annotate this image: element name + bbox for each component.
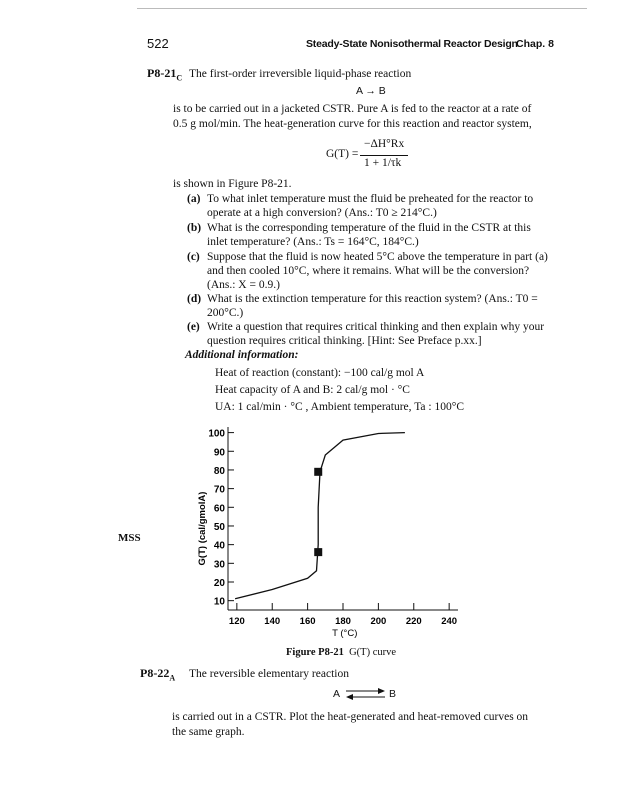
part-text-line: operate at a high conversion? (Ans.: T0 ≥ 214°C.) — [207, 207, 437, 219]
part-text-line: Suppose that the fluid is now heated 5°C above the temperature in part (a) — [207, 251, 548, 263]
figure-reference: is shown in Figure P8-21. — [173, 178, 292, 190]
additional-info-2: Heat capacity of A and B: 2 cal/g mol · °C — [215, 384, 410, 396]
problem-id-21: $P8-21_C$ — [147, 66, 183, 83]
y-tick-label: 20 — [213, 577, 225, 589]
problem-21-line2: 0.5 g mol/min. The heat-generation curve for this reaction and reactor system, — [173, 118, 532, 130]
part-label: (b) — [187, 222, 202, 234]
problem-id-22: $P8-22_A$ — [140, 666, 176, 683]
x-tick-label: 220 — [405, 616, 422, 627]
part-label: (a) — [187, 193, 201, 205]
y-tick-label: 30 — [213, 559, 225, 571]
margin-note: MSS — [118, 532, 141, 544]
y-tick-label: 60 — [213, 503, 225, 515]
x-tick-label: 160 — [299, 616, 316, 627]
chapter-label: Chap. 8 — [516, 38, 554, 50]
y-axis-label: G(T) (cal/gmolA) — [197, 491, 208, 566]
part-label: (c) — [187, 251, 200, 263]
running-title: Steady-State Nonisothermal Reactor Design — [306, 38, 518, 50]
y-tick-label: 70 — [213, 484, 225, 496]
x-tick-label: 200 — [370, 616, 387, 627]
y-tick-label: 40 — [213, 540, 225, 552]
part-text-line: Write a question that requires critical thinking and then explain why your — [207, 321, 545, 333]
part-text-line: What is the corresponding temperature of the fluid in the CSTR at this — [207, 222, 531, 234]
part-text-line: 200°C.) — [207, 307, 244, 319]
part-text-line: To what inlet temperature must the fluid be preheated for the reactor to — [207, 193, 534, 205]
y-tick-label: 80 — [213, 465, 225, 477]
part-label: (e) — [187, 321, 200, 333]
problem-22-line1: is carried out in a CSTR. Plot the heat-generated and heat-removed curves on — [172, 711, 529, 723]
problem-21-intro: The first-order irreversible liquid-phase reaction — [189, 68, 412, 80]
part-text-line: inlet temperature? (Ans.: Ts = 164°C, 184°C.) — [207, 236, 419, 248]
additional-info-3: UA: 1 cal/min · °C , Ambient temperature, Ta : 100°C — [215, 401, 464, 413]
equation-denominator: 1 + 1/τk — [364, 157, 402, 169]
x-tick-label: 240 — [441, 616, 458, 627]
reaction-left: A — [333, 688, 341, 700]
additional-info-1: Heat of reaction (constant): −100 cal/g mol A — [215, 367, 425, 379]
y-tick-label: 50 — [213, 521, 225, 533]
part-text-line: and then cooled 10°C, where it remains. What will be the conversion? — [207, 265, 530, 277]
problem-21-line1: is to be carried out in a jacketed CSTR. Pure A is fed to the reactor at a rate of — [173, 103, 532, 115]
y-tick-label: 100 — [208, 428, 225, 440]
y-tick-label: 10 — [213, 596, 225, 608]
figure-caption: Figure P8-21 G(T) curve — [286, 647, 397, 658]
x-tick-label: 140 — [264, 616, 281, 627]
problem-22-line2: the same graph. — [172, 726, 245, 738]
y-tick-label: 90 — [213, 447, 225, 459]
part-text-line: (Ans.: X = 0.9.) — [207, 279, 280, 291]
reaction-equation: A → B — [356, 85, 386, 97]
page-number: 522 — [147, 36, 169, 51]
equation-numerator: −ΔH°Rx — [364, 138, 405, 150]
equation-lhs: G(T) = — [326, 148, 359, 160]
x-axis-label: T (°C) — [332, 628, 358, 639]
problem-22-intro: The reversible elementary reaction — [189, 668, 349, 680]
part-text-line: question requires critical thinking. [Hint: See Preface p.xx.] — [207, 335, 482, 347]
x-tick-label: 120 — [228, 616, 245, 627]
additional-info-title: Additional information: — [185, 349, 299, 361]
reaction-right: B — [389, 688, 397, 700]
part-label: (d) — [187, 293, 202, 305]
x-tick-label: 180 — [335, 616, 351, 627]
part-text-line: What is the extinction temperature for this reaction system? (Ans.: T0 = — [207, 293, 538, 305]
